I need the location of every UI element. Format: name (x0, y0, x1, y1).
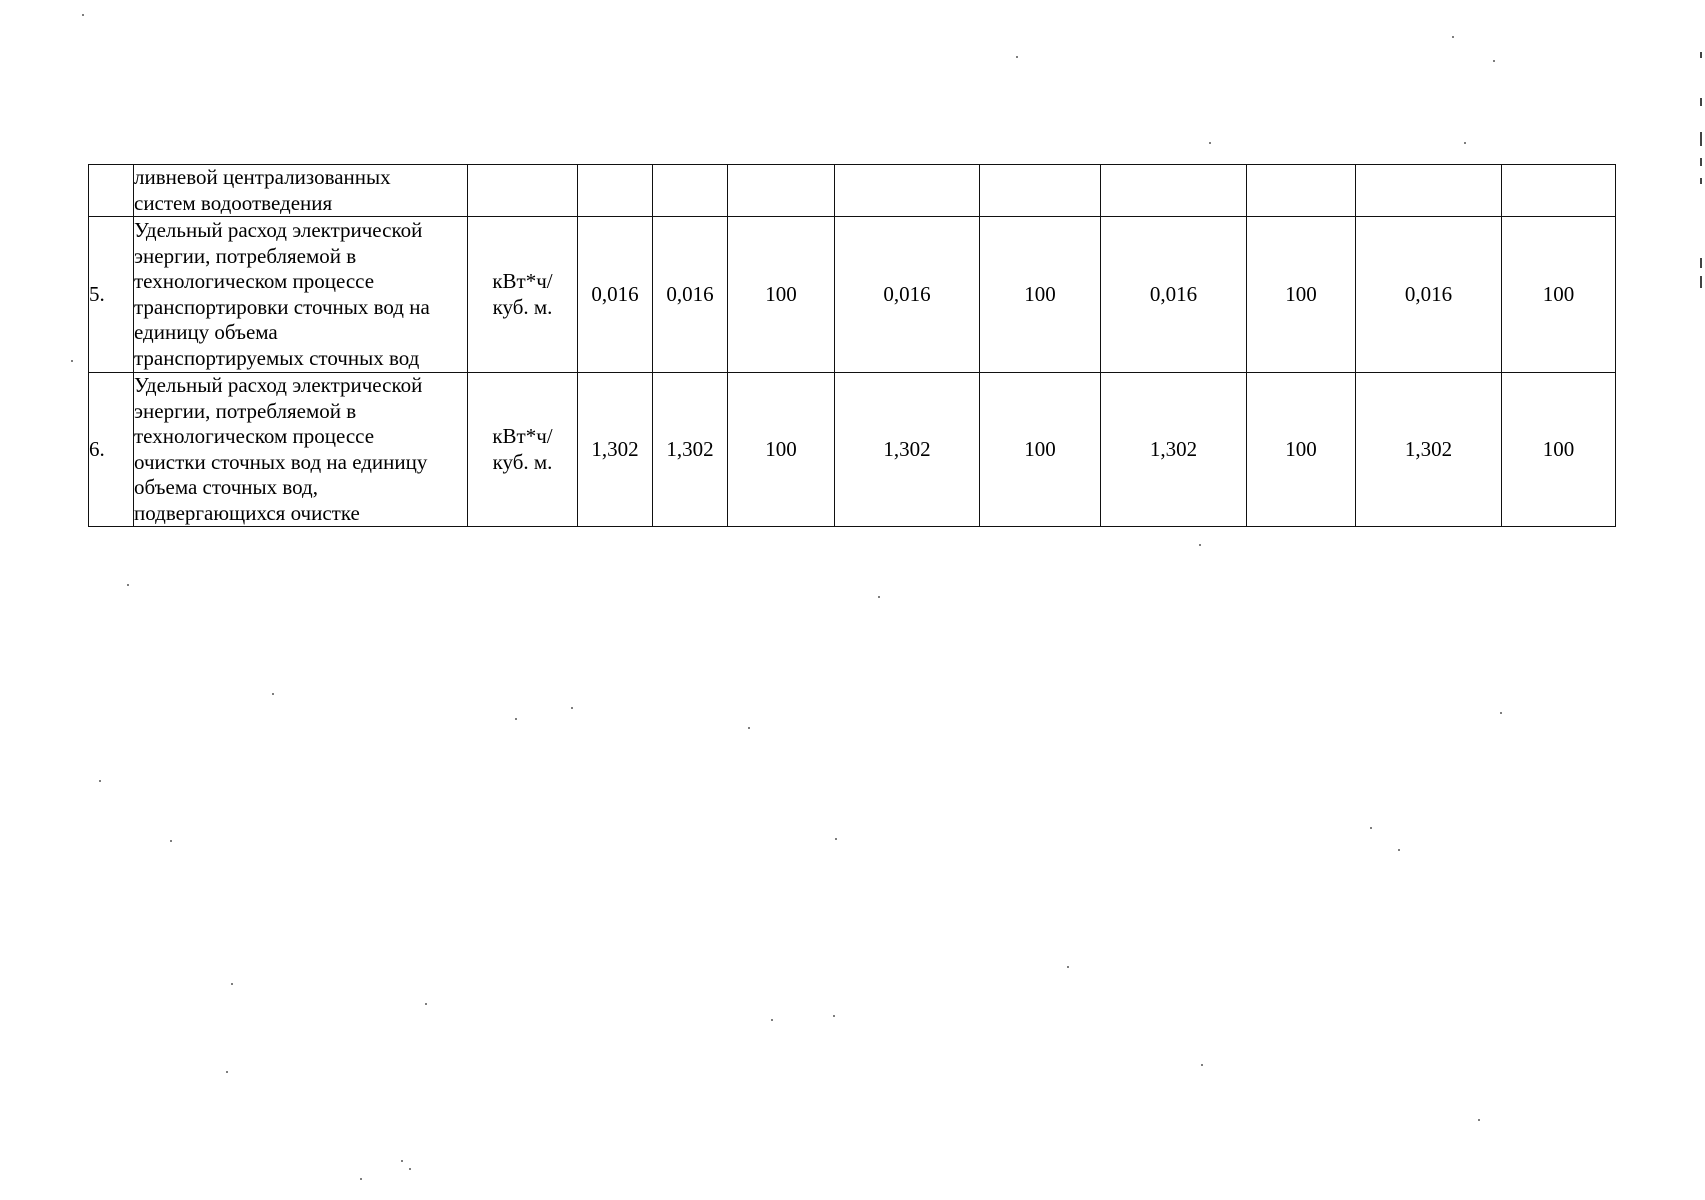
unit-line: куб. м. (492, 449, 553, 474)
scan-speck (515, 718, 517, 720)
indicators-table (88, 164, 1616, 527)
value-cell (1101, 165, 1247, 217)
scan-edge-mark (1700, 98, 1702, 106)
value-cell: 0,016 (578, 217, 653, 373)
description-line: Удельный расход электрической (134, 218, 423, 242)
description-line: ливневой централизованных (134, 165, 391, 189)
scan-speck (127, 584, 129, 586)
scan-edge-mark (1700, 158, 1702, 166)
scan-edge-mark (1700, 178, 1702, 184)
scan-speck (170, 840, 172, 842)
value-cell: 1,302 (653, 373, 728, 527)
value-cell: 1,302 (578, 373, 653, 527)
row-description-cell (134, 217, 468, 373)
scan-speck (1398, 849, 1400, 851)
value-cell (1247, 165, 1356, 217)
scan-speck (226, 1071, 228, 1073)
scan-speck (71, 360, 73, 362)
scan-speck (833, 1015, 835, 1017)
row-number-cell (89, 165, 134, 217)
scan-speck (1500, 712, 1502, 714)
scan-speck (272, 693, 274, 695)
scan-speck (425, 1003, 427, 1005)
scan-speck (1370, 827, 1372, 829)
value-cell (728, 165, 835, 217)
scan-edge-mark (1700, 258, 1702, 268)
description-line: Удельный расход электрической (134, 373, 423, 397)
description-line: технологическом процессе (134, 269, 375, 293)
scan-speck (1209, 142, 1211, 144)
table-row-continuation (89, 165, 1616, 217)
value-cell: 0,016 (653, 217, 728, 373)
scan-speck (878, 596, 880, 598)
value-cell: 1,302 (1356, 373, 1502, 527)
description-line: транспортировки сточных вод на (134, 294, 430, 319)
value-cell (653, 165, 728, 217)
scan-speck (1067, 966, 1069, 968)
value-cell: 100 (980, 217, 1101, 373)
scan-speck (1199, 544, 1201, 546)
unit-cell (468, 217, 578, 373)
value-cell: 0,016 (1101, 217, 1247, 373)
value-cell (1502, 165, 1616, 217)
description-line: технологическом процессе (134, 424, 375, 448)
value-cell: 1,302 (1101, 373, 1247, 527)
row-description-cell (134, 373, 468, 527)
value-cell: 100 (728, 373, 835, 527)
unit-line: кВт*ч/ (492, 269, 553, 293)
value-cell (1356, 165, 1502, 217)
value-cell: 100 (1502, 217, 1616, 373)
scan-speck (409, 1168, 411, 1170)
description-line: энергии, потребляемой в (134, 398, 357, 423)
description-line: энергии, потребляемой в (134, 243, 357, 268)
row-number-cell: 6. (89, 373, 134, 527)
scan-speck (1201, 1064, 1203, 1066)
scan-speck (571, 707, 573, 709)
unit-line: кВт*ч/ (492, 424, 553, 448)
scan-edge-mark (1700, 132, 1702, 146)
scan-speck (360, 1178, 362, 1180)
value-cell (980, 165, 1101, 217)
scan-speck (1464, 142, 1466, 144)
description-line: транспортируемых сточных вод (134, 345, 420, 370)
scan-speck (1493, 60, 1495, 62)
scan-speck (748, 727, 750, 729)
scan-speck (82, 14, 84, 16)
description-line: очистки сточных вод на единицу (134, 449, 428, 474)
value-cell: 100 (1247, 217, 1356, 373)
description-line: объема сточных вод, (134, 475, 318, 499)
scan-speck (1452, 36, 1454, 38)
value-cell: 100 (980, 373, 1101, 527)
description-line: систем водоотведения (134, 190, 333, 215)
row-number-cell: 5. (89, 217, 134, 373)
description-line: подвергающихся очистке (134, 500, 360, 525)
value-cell: 0,016 (835, 217, 980, 373)
value-cell: 100 (1502, 373, 1616, 527)
scan-speck (231, 983, 233, 985)
table-row (89, 373, 1616, 527)
value-cell: 1,302 (835, 373, 980, 527)
value-cell (835, 165, 980, 217)
unit-line: куб. м. (492, 294, 553, 319)
scan-speck (1016, 56, 1018, 58)
scan-speck (835, 838, 837, 840)
scan-edge-mark (1700, 52, 1702, 58)
table-row (89, 217, 1616, 373)
value-cell: 100 (728, 217, 835, 373)
scan-speck (99, 780, 101, 782)
unit-cell (468, 165, 578, 217)
description-line: единицу объема (134, 320, 278, 344)
scan-edge-mark (1700, 276, 1702, 288)
scan-speck (1478, 1119, 1480, 1121)
value-cell (578, 165, 653, 217)
unit-cell (468, 373, 578, 527)
row-description-cell (134, 165, 468, 217)
value-cell: 100 (1247, 373, 1356, 527)
value-cell: 0,016 (1356, 217, 1502, 373)
scan-speck (771, 1019, 773, 1021)
scan-speck (401, 1160, 403, 1162)
